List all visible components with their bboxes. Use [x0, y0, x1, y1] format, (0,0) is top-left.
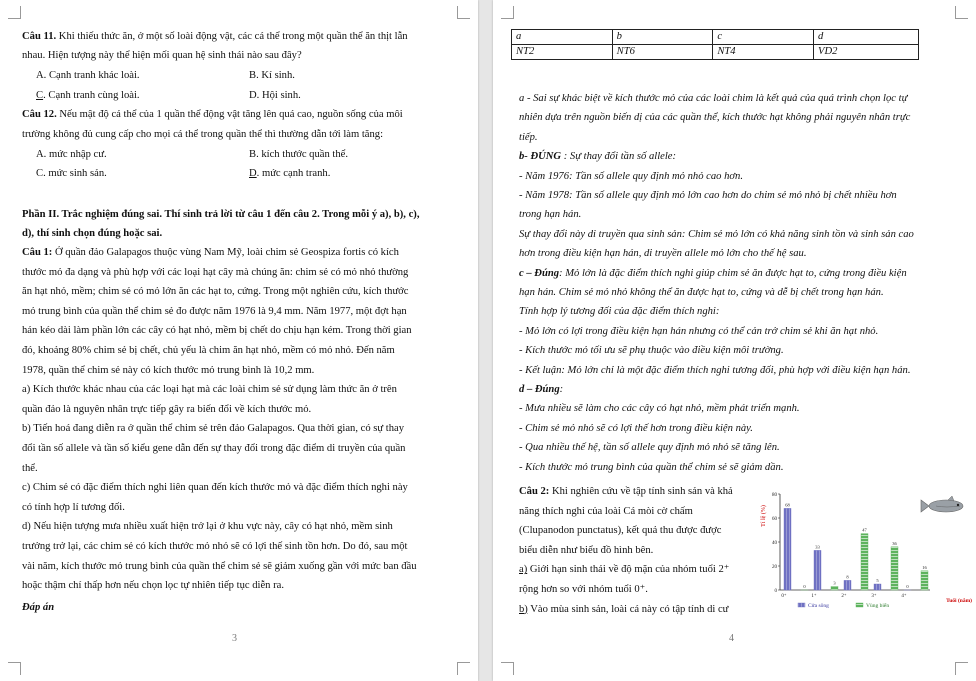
part2-heading-1: Phần II. Trắc nghiệm đúng sai. Thí sinh trả lời từ câu 1 đến câu 2. Trong mỗi ý a), b), c), [22, 209, 420, 220]
bar-value-label: 47 [862, 527, 867, 533]
question-1-line: có tính hợp lí tương đối. [22, 501, 125, 513]
answer-table-header: a [512, 30, 613, 45]
bar-vung-bien [891, 547, 898, 590]
q11-option-b: B. Kí sinh. [249, 70, 295, 81]
crop-mark [8, 6, 21, 19]
q11-text: Khi thiếu thức ăn, ở một số loài động vật, các cá thể trong một quần thể ăn thịt lẫn [56, 31, 408, 42]
q12-option-d-text: . mức cạnh tranh. [256, 168, 331, 179]
page-4 [493, 0, 976, 681]
bar-value-label: 0 [906, 584, 909, 589]
bar-value-label: 3 [833, 580, 836, 586]
question-2-line [519, 485, 733, 498]
explanation-line [519, 383, 563, 396]
explanation-line: hơn trong điều kiện hạn hán, di truyền allele mỏ lớn cho thế hệ sau. [519, 248, 807, 260]
x-tick-label: 3⁺ [871, 594, 877, 599]
option-text: Giới hạn sinh thái về độ mặn của nhóm tuổi 2⁺ [527, 564, 730, 576]
q12-option-d [249, 167, 330, 180]
explanation-line: hạn hán. Chim sẻ mỏ nhỏ không thể ăn được hạt to, cứng và dễ bị chết trong hạn hán. [519, 287, 884, 298]
answer-table [511, 29, 919, 60]
crop-mark [955, 6, 968, 19]
q12-line-2: trường không đủ cung cấp cho mọi cá thể trong quần thể thì thường dẫn tới làm tăng: [22, 129, 384, 140]
answer-table-cell: NT6 [612, 45, 713, 60]
x-tick-label: 0⁺ [781, 594, 787, 599]
bar-vung-bien [831, 586, 838, 590]
bar-vung-bien [921, 571, 928, 590]
q12-line-1 [22, 108, 403, 121]
option-text: Vào mùa sinh sản, loài cá này có tập tính di cư [527, 603, 729, 615]
q12-text: Nếu mật độ cá thể của 1 quần thể động vật tăng lên quá cao, nguồn sống của môi [56, 109, 403, 120]
explanation-line: - Mỏ lớn có lợi trong điều kiện hạn hán nhưng có thể cản trở chim sẻ khi ăn hạt nhỏ. [519, 325, 879, 337]
verdict-text: : [559, 384, 564, 395]
x-tick-label: 1⁺ [811, 594, 817, 599]
q11-line-2: nhau. Hiện tượng này thể hiện mối quan hệ sinh thái nào sau đây? [22, 50, 302, 61]
q12-option-d-letter: D [249, 168, 257, 179]
q11-option-a: A. Cạnh tranh khác loài. [36, 70, 140, 81]
verdict-text: : Mỏ lớn là đặc điểm thích nghi giúp chim sẻ ăn được hạt to, cứng trong điều kiện [559, 267, 907, 279]
y-axis-label: Tỉ lệ (%) [761, 505, 767, 527]
verdict-label: b- ĐÚNG [519, 151, 562, 163]
question-2-line: (Clupanodon punctatus), kết quả thu được được [519, 525, 722, 537]
question-2-line: rộng hơn so với nhóm tuổi 0⁺. [519, 584, 648, 595]
y-tick-label: 60 [772, 517, 777, 522]
q12-option-a: A. mức nhập cư. [36, 149, 107, 160]
crop-mark [955, 662, 968, 675]
x-tick-label: 4⁺ [901, 594, 907, 599]
q11-option-c-letter: C [36, 90, 44, 101]
answer-table-header: b [612, 30, 713, 45]
answer-table-cell: NT2 [512, 45, 613, 60]
q12-option-c: C. mức sinh sản. [36, 168, 107, 179]
bar-value-label: 8 [846, 574, 849, 580]
question-1-line: hán kéo dài làm phần lớn các cây có hạt nhỏ, mềm bị chết do chịu hạn kém. Trong thời gian [22, 325, 412, 337]
q12-option-b: B. kích thước quần thể. [249, 149, 349, 160]
explanation-line: tiếp. [519, 131, 538, 143]
explanation-line: trong hạn hán. [519, 209, 582, 221]
question-2-line [519, 603, 728, 616]
legend-swatch [798, 603, 805, 607]
bar-cua-song [844, 580, 851, 590]
answer-table-cell: NT4 [713, 45, 814, 60]
bar-value-label: 16 [922, 564, 927, 570]
bar-cua-song [784, 508, 791, 590]
verdict-label: d – Đúng [519, 384, 560, 395]
question-1-line: hoặc thậm chí thấp hơn nếu chọn lọc tự nhiên tiếp tục diễn ra. [22, 580, 284, 592]
verdict-text: : Sự thay đổi tần số allele: [561, 151, 677, 163]
verdict-label: c – Đúng [519, 267, 560, 279]
q1-text: Ở quần đảo Galapagos thuộc vùng Nam Mỹ, loài chim sẻ Geospiza fortis có kích [52, 247, 399, 258]
question-1-line: c) Chim sẻ có đặc điểm thích nghi liên quan đến kích thước mỏ và đặc điểm thích nghi này [22, 482, 408, 494]
answer-label: Đáp án [22, 602, 55, 613]
y-tick-label: 40 [772, 541, 777, 546]
explanation-line: Tính hợp lý tương đối của đặc điểm thích nghi: [519, 306, 720, 318]
page-number: 4 [729, 633, 734, 644]
page-number: 3 [232, 633, 237, 644]
crop-mark [457, 6, 470, 19]
answer-table-cell: VD2 [814, 45, 919, 60]
explanation-line: - Chim sẻ mỏ nhỏ sẽ có lợi thế hơn trong điều kiện này. [519, 422, 753, 434]
explanation-line: - Kích thước mỏ tối ưu sẽ phụ thuộc vào điều kiện môi trường. [519, 345, 784, 357]
option-letter: a) [519, 564, 528, 576]
bar-value-label: 5 [876, 578, 879, 583]
question-1-line: b) Tiến hoá đang diễn ra ở quần thể chim sẻ trên đảo Galapagos. Qua thời gian, có sự thay [22, 423, 405, 435]
question-1-line: trưởng trở lại, các chim sẻ có kích thước mỏ nhỏ sẽ có lợi thế sinh tồn hơn. Do đó, sau một [22, 541, 408, 552]
explanation-line: - Mưa nhiều sẽ làm cho các cây có hạt nhỏ, mềm phát triển mạnh. [519, 403, 800, 415]
legend-label: Vùng biển [866, 603, 890, 609]
explanation-line: Sự thay đổi này di truyền qua sinh sản: Chim sẻ mỏ lớn có khả năng sinh tồn và sinh sản cao [519, 228, 914, 240]
page-3 [0, 0, 478, 681]
question-1-line: vài năm, kích thước mỏ trung bình của quần thể chim sẻ sẽ giảm xuống gần với mức ban đầu [22, 560, 417, 572]
q11-line-1 [22, 30, 408, 43]
x-tick-label: 2⁺ [841, 594, 847, 599]
question-2-line: biểu diễn như biểu đồ hình bên. [519, 544, 654, 556]
question-1-line: a) Kích thước khác nhau của các loại hạt mà các loài chim sẻ sử dụng làm thức ăn ở trên [22, 384, 397, 396]
question-1-line [22, 246, 399, 259]
bar-value-label: 68 [785, 502, 790, 508]
y-tick-label: 80 [772, 493, 777, 498]
y-tick-label: 20 [772, 565, 777, 570]
option-letter: b) [519, 603, 528, 615]
q2-label: Câu 2: [519, 486, 550, 497]
q1-label: Câu 1: [22, 247, 53, 258]
bar-vung-bien [861, 534, 868, 590]
explanation-line [519, 150, 676, 163]
explanation-line: - Năm 1978: Tần số allele quy định mỏ lớn cao hơn do chim sẻ mỏ nhỏ bị chết nhiều hơn [519, 190, 897, 201]
question-1-line: d) Nếu hiện tượng mưa nhiều xuất hiện trở lại ở khu vực này, cây có hạt nhỏ, mềm sinh [22, 521, 393, 533]
x-axis-label: Tuổi (năm) [946, 598, 972, 604]
bar-value-label: 36 [892, 540, 897, 546]
y-tick-label: 0 [774, 589, 777, 594]
question-1-line: đổi tần số allele và tần số kiểu gene dẫn đến sự thay đổi trong đặc điểm di truyền của quần [22, 443, 406, 454]
question-2-line: năng thích nghi của loài Cá mòi cờ chấm [519, 505, 693, 517]
explanation-line: - Kết luận: Mỏ lớn chỉ là một đặc điểm thích nghi tương đối, phù hợp với điều kiện hạn hán. [519, 364, 911, 376]
bar-cua-song [874, 584, 881, 590]
q12-label: Câu 12. [22, 109, 57, 120]
crop-mark [8, 662, 21, 675]
q2-text: Khi nghiên cứu về tập tính sinh sản và khả [549, 486, 733, 497]
question-1-line: thể. [22, 462, 38, 474]
question-1-line: mỏ trung bình của quần thể chim sẻ đo được năm 1976 là 9,4 mm. Năm 1977, một đợt hạn [22, 305, 407, 317]
explanation-line [519, 267, 907, 280]
part2-heading-2: d), thí sinh chọn đúng hoặc sai. [22, 228, 163, 239]
crop-mark [501, 6, 514, 19]
crop-mark [501, 662, 514, 675]
explanation-line: - Qua nhiều thế hệ, tần số allele quy định mỏ nhỏ sẽ tăng lên. [519, 442, 780, 454]
age-distribution-chart [756, 486, 974, 616]
question-1-line: 1978, quần thể chim sẻ này có kích thước mỏ trung bình là 10,2 mm. [22, 364, 315, 376]
legend-swatch [856, 603, 863, 607]
question-1-line: thước mỏ đa dạng và phù hợp với các loại hạt cây mà chúng ăn: chim sẻ có mỏ nhỏ thường [22, 266, 409, 278]
q11-label: Câu 11. [22, 31, 57, 42]
explanation-line: - Kích thước mỏ trung bình của quần thể chim sẻ sẽ giảm dần. [519, 461, 784, 473]
explanation-line: nhiên dựa trên nguồn biến dị của các quần thể, kích thước hạt không phải nguyên nhân trực [519, 112, 911, 124]
fish-icon [921, 496, 963, 512]
q11-option-c-text: . Cạnh tranh cùng loài. [43, 90, 140, 101]
legend-label: Cửa sông [808, 603, 829, 609]
q11-option-c [36, 89, 140, 102]
question-2-line [519, 563, 729, 576]
crop-mark [457, 662, 470, 675]
question-1-line: ăn hạt nhỏ, mềm; chim sẻ có mỏ lớn ăn các hạt to, cứng. Trong một nghiên cứu, kích thước [22, 286, 409, 298]
explanation-line: a - Sai sự khác biệt về kích thước mỏ của các loài chim là kết quả của quá trình chọn lọc tự [519, 93, 908, 104]
question-1-line: quần đảo là nguyên nhân trực tiếp gây ra biến đổi về kích thước mỏ. [22, 403, 312, 415]
bar-cua-song [814, 550, 821, 590]
bar-value-label: 0 [803, 584, 806, 589]
answer-table-value-row [512, 45, 919, 60]
question-1-line: đó, khoảng 80% chim sẻ bị chết, chủ yếu là chim ăn hạt nhỏ, mềm có mỏ nhỏ. Đến năm [22, 345, 395, 356]
answer-table-header: d [814, 30, 919, 45]
answer-table-header-row [512, 30, 919, 45]
bar-value-label: 33 [815, 544, 820, 550]
answer-table-header: c [713, 30, 814, 45]
q11-option-d: D. Hội sinh. [249, 90, 301, 101]
explanation-line: - Năm 1976: Tần số allele quy định mỏ nhỏ cao hơn. [519, 170, 743, 182]
